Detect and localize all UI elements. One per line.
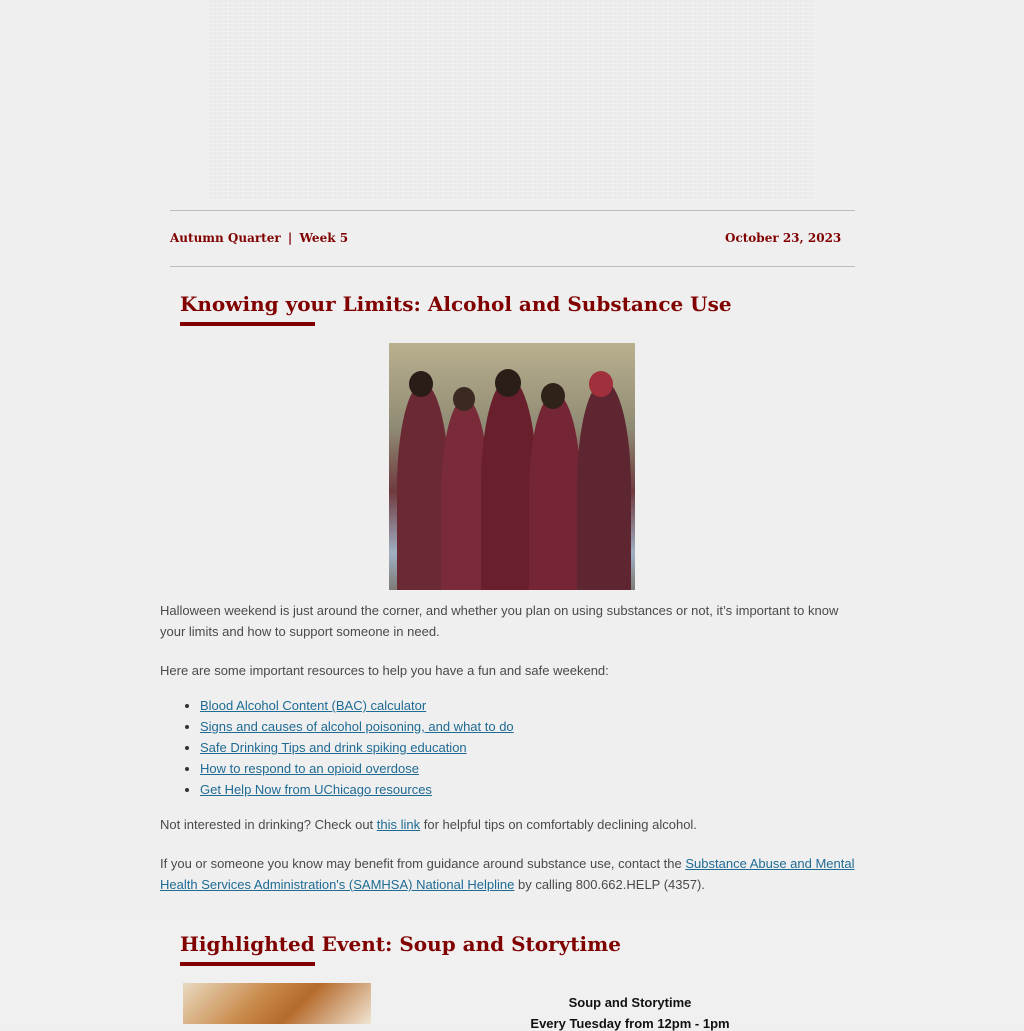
article-title: Knowing your Limits: Alcohol and Substance Use <box>180 292 732 316</box>
helpline-text-end: by calling 800.662.HELP (4357). <box>514 877 705 892</box>
decline-text-end: for helpful tips on comfortably declining alcohol. <box>420 817 697 832</box>
soup-event-image <box>183 983 371 1024</box>
intro-paragraph: Halloween weekend is just around the corner, and whether you plan on using substances or not, it’s important to know your limits and how to support someone in need. <box>160 603 839 639</box>
samhsa-helpline-link[interactable]: Substance Abuse and Mental Health Services Administration's (SAMHSA) National Helpline <box>160 856 855 892</box>
get-help-now-link[interactable]: Get Help Now from UChicago resources <box>200 782 432 797</box>
issue-date: October 23, 2023 <box>725 231 842 245</box>
alcohol-poisoning-link[interactable]: Signs and causes of alcohol poisoning, and what to do <box>200 719 514 734</box>
separator: | <box>287 231 293 245</box>
event-heading: Highlighted Event: Soup and Storytime <box>180 932 621 956</box>
event-time: Every Tuesday from 12pm - 1pm <box>530 1016 730 1031</box>
event-name: Soup and Storytime <box>568 995 692 1010</box>
bac-calculator-link[interactable]: Blood Alcohol Content (BAC) calculator <box>200 698 427 713</box>
helpline-paragraph <box>160 853 860 895</box>
list-item <box>200 716 514 737</box>
list-item <box>200 758 514 779</box>
title-underline <box>180 322 315 326</box>
resource-links <box>160 695 514 800</box>
opioid-overdose-link[interactable]: How to respond to an opioid overdose <box>200 761 419 776</box>
decline-paragraph <box>160 814 860 835</box>
heading-underline <box>180 962 315 966</box>
declining-alcohol-link[interactable]: this link <box>376 817 421 832</box>
week-label: Week 5 <box>299 231 349 245</box>
decline-text: Not interested in drinking? Check out <box>160 817 377 832</box>
header-banner-image <box>210 0 814 200</box>
list-item <box>200 737 514 758</box>
quarter-label: Autumn Quarter <box>170 231 281 245</box>
resources-lead: Here are some important resources to help you have a fun and safe weekend: <box>160 663 609 678</box>
students-photo <box>389 343 635 590</box>
list-item <box>200 695 514 716</box>
issue-info <box>170 231 348 245</box>
divider <box>170 210 855 211</box>
list-item <box>200 779 514 800</box>
helpline-text: If you or someone you know may benefit from guidance around substance use, contact the <box>160 856 686 871</box>
safe-drinking-link[interactable]: Safe Drinking Tips and drink spiking education <box>200 740 467 755</box>
